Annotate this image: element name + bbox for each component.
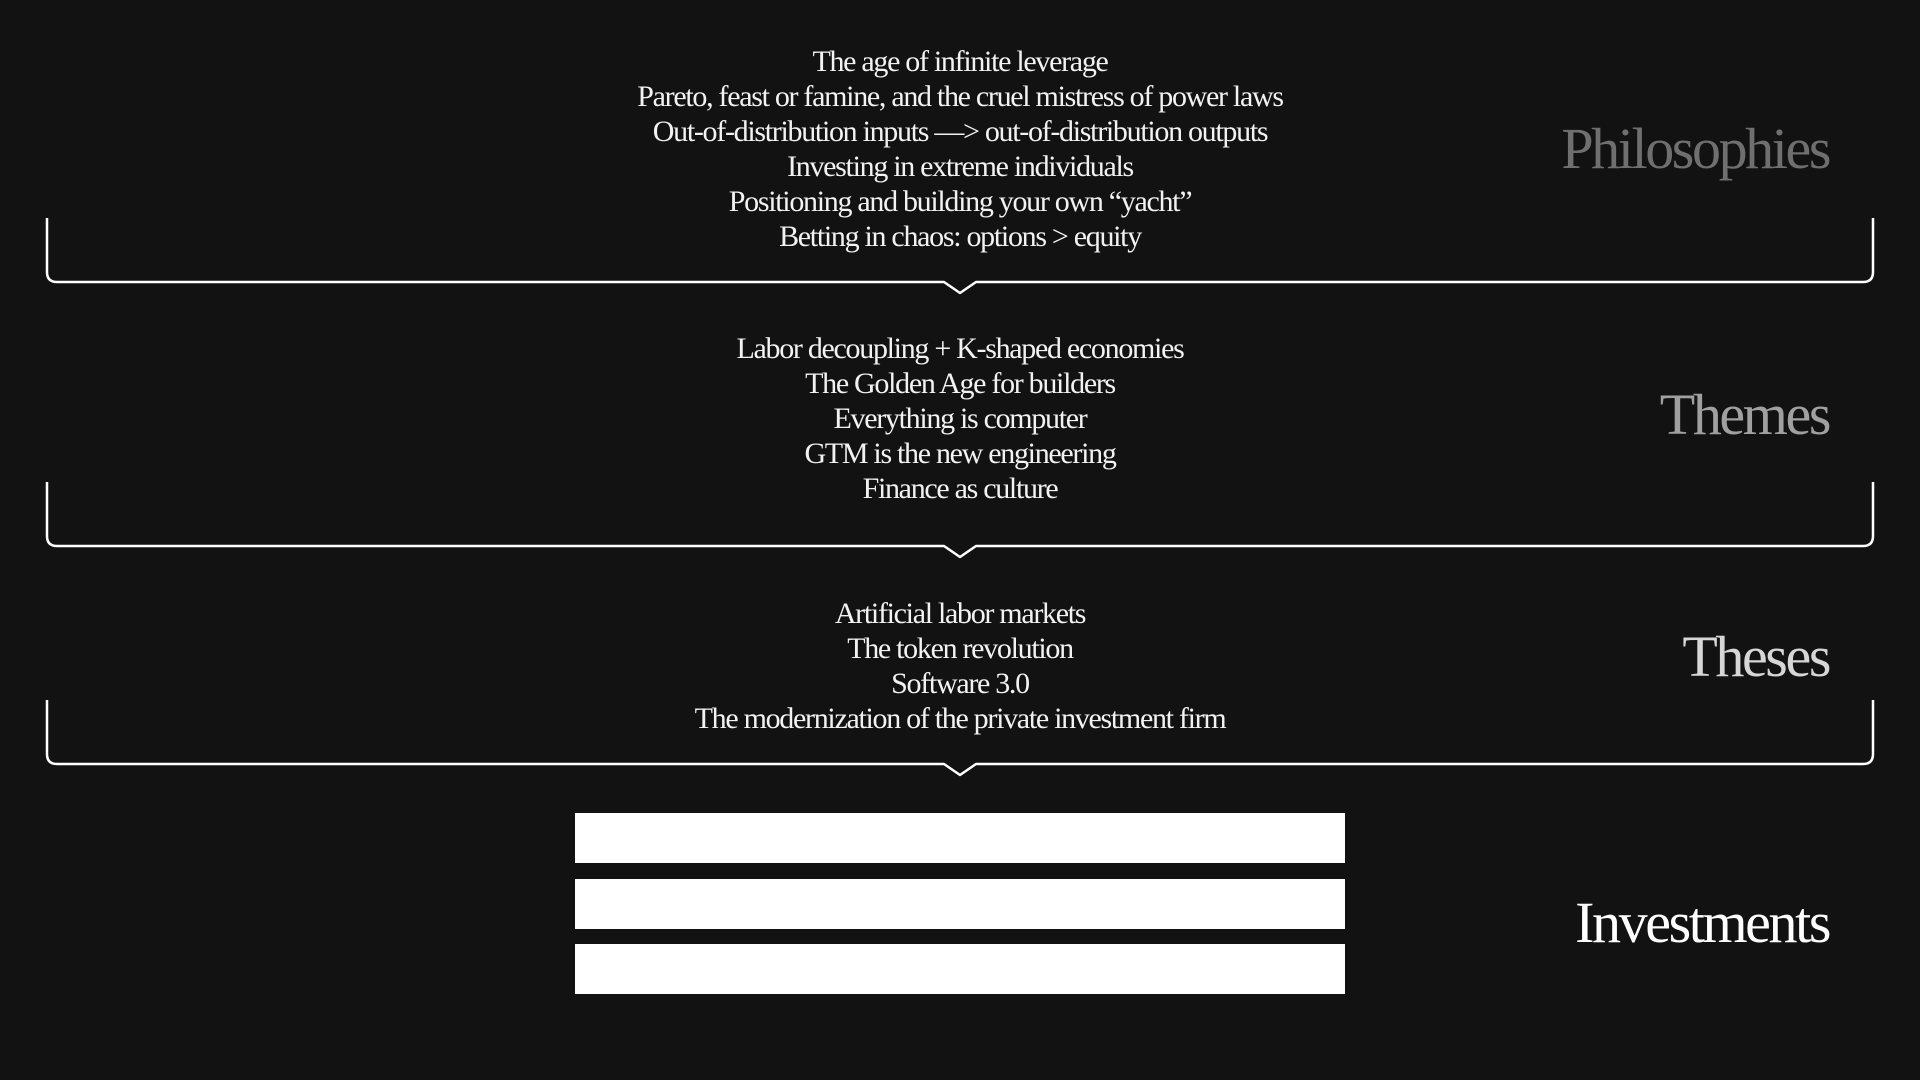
redacted-investment-bar	[575, 944, 1345, 994]
philosophy-item: The age of infinite leverage	[812, 45, 1108, 78]
thesis-item: The token revolution	[847, 632, 1073, 665]
redacted-investment-bar	[575, 813, 1345, 863]
investments-label: Investments	[1575, 890, 1829, 955]
theme-item: Everything is computer	[833, 402, 1087, 435]
theses-brace	[47, 700, 1873, 775]
theme-item: The Golden Age for builders	[805, 367, 1115, 400]
thesis-item: Artificial labor markets	[834, 597, 1086, 630]
theme-item: Finance as culture	[862, 472, 1058, 505]
philosophies-label: Philosophies	[1561, 116, 1829, 181]
themes-label: Themes	[1659, 382, 1829, 447]
philosophy-item: Pareto, feast or famine, and the cruel mistress of power laws	[637, 80, 1283, 113]
philosophies-brace	[47, 218, 1873, 293]
philosophy-item: Investing in extreme individuals	[787, 150, 1133, 183]
theme-item: Labor decoupling + K-shaped economies	[736, 332, 1184, 365]
redacted-investment-bar	[575, 879, 1345, 929]
theme-item: GTM is the new engineering	[804, 437, 1116, 470]
philosophy-item: Positioning and building your own “yacht”	[728, 185, 1192, 218]
thesis-item: The modernization of the private investment firm	[694, 702, 1226, 735]
thesis-item: Software 3.0	[891, 667, 1029, 700]
philosophy-item: Out-of-distribution inputs —> out-of-distribution outputs	[652, 115, 1268, 148]
themes-brace	[47, 482, 1873, 557]
theses-label: Theses	[1682, 624, 1829, 689]
philosophy-item: Betting in chaos: options > equity	[779, 220, 1141, 253]
